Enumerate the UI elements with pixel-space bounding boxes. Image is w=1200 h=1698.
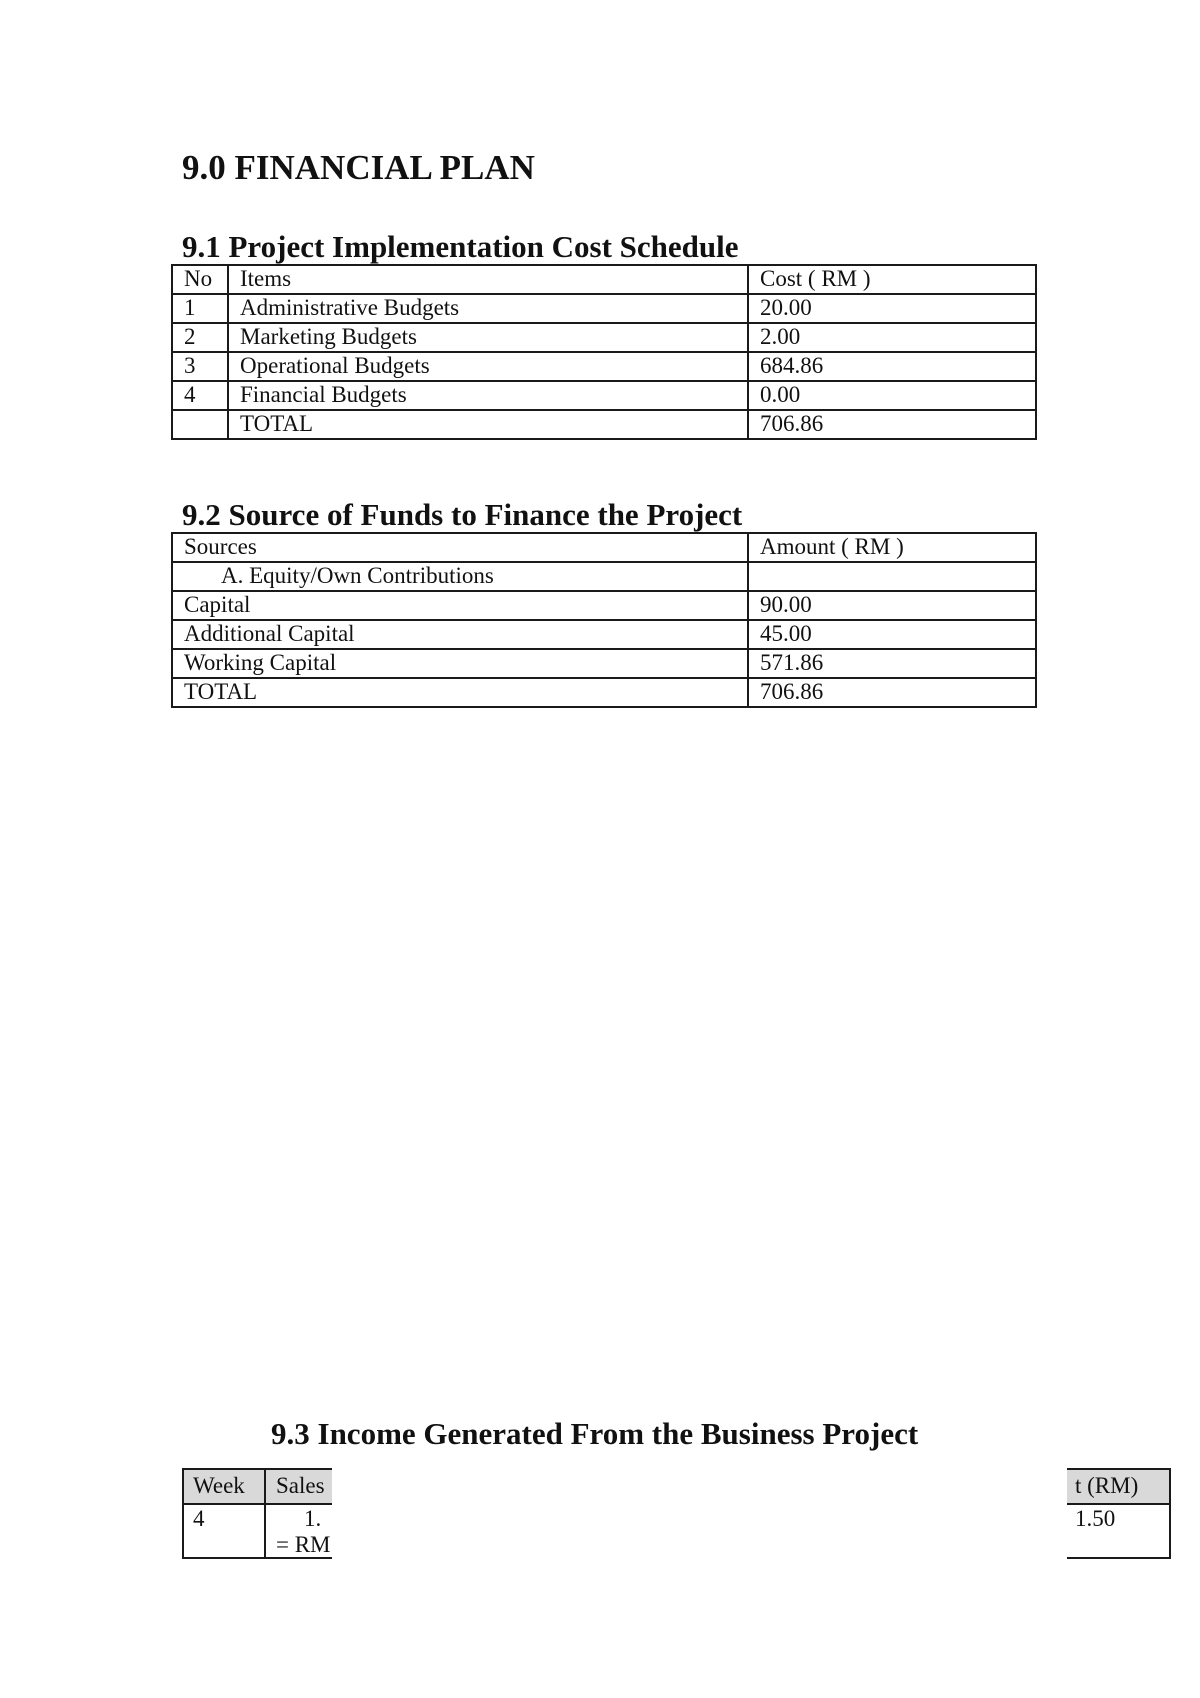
table-row [172, 649, 1036, 678]
table-row [172, 591, 1036, 620]
source-of-funds-table [171, 532, 1037, 708]
header-right: t (RM) [1075, 1473, 1139, 1498]
row-sales-line1: 1. [304, 1506, 322, 1531]
row-cost: 2.00 [748, 323, 1036, 352]
row-week: 4 [193, 1506, 205, 1531]
page-title: 9.0 FINANCIAL PLAN [182, 148, 535, 187]
row-amount: 90.00 [748, 591, 1036, 620]
header-items: Items [228, 265, 748, 294]
row-source: TOTAL [172, 678, 748, 707]
table-header-row [172, 533, 1036, 562]
equity-subheading: A. Equity/Own Contributions [172, 562, 748, 591]
row-source: Additional Capital [172, 620, 748, 649]
table-row [172, 381, 1036, 410]
table-row [172, 562, 1036, 591]
row-no: 2 [172, 323, 228, 352]
row-amount: 706.86 [748, 678, 1036, 707]
total-row [172, 410, 1036, 439]
row-item: Administrative Budgets [228, 294, 748, 323]
row-item: Financial Budgets [228, 381, 748, 410]
row-no: 1 [172, 294, 228, 323]
occluding-overlay [332, 1462, 1067, 1564]
header-sales: Sales [276, 1473, 325, 1498]
row-no [172, 410, 228, 439]
row-no: 4 [172, 381, 228, 410]
row-source: Working Capital [172, 649, 748, 678]
row-amount: 571.86 [748, 649, 1036, 678]
row-amount: 45.00 [748, 620, 1036, 649]
row-sales-line2: = RM [276, 1532, 331, 1557]
income-table [182, 1468, 1171, 1559]
row-cost: 0.00 [748, 381, 1036, 410]
table-row [172, 323, 1036, 352]
column-divider [264, 1468, 266, 1559]
table-row [172, 294, 1036, 323]
total-row [172, 678, 1036, 707]
header-sources: Sources [172, 533, 748, 562]
cost-schedule-table [171, 264, 1037, 440]
header-week: Week [193, 1473, 245, 1498]
section-title-income: 9.3 Income Generated From the Business Project [271, 1416, 919, 1451]
table-row [172, 352, 1036, 381]
header-no: No [172, 265, 228, 294]
row-cost: 706.86 [748, 410, 1036, 439]
section-title-source-of-funds: 9.2 Source of Funds to Finance the Project [182, 497, 743, 532]
empty-cell [748, 562, 1036, 591]
row-item: Marketing Budgets [228, 323, 748, 352]
row-item: TOTAL [228, 410, 748, 439]
row-cost: 20.00 [748, 294, 1036, 323]
row-cost: 684.86 [748, 352, 1036, 381]
row-source: Capital [172, 591, 748, 620]
row-item: Operational Budgets [228, 352, 748, 381]
section-title-cost-schedule: 9.1 Project Implementation Cost Schedule [182, 229, 739, 264]
table-row [172, 620, 1036, 649]
header-cost: Cost ( RM ) [748, 265, 1036, 294]
row-no: 3 [172, 352, 228, 381]
table-header-row [172, 265, 1036, 294]
header-amount: Amount ( RM ) [748, 533, 1036, 562]
row-right: 1.50 [1075, 1506, 1116, 1531]
